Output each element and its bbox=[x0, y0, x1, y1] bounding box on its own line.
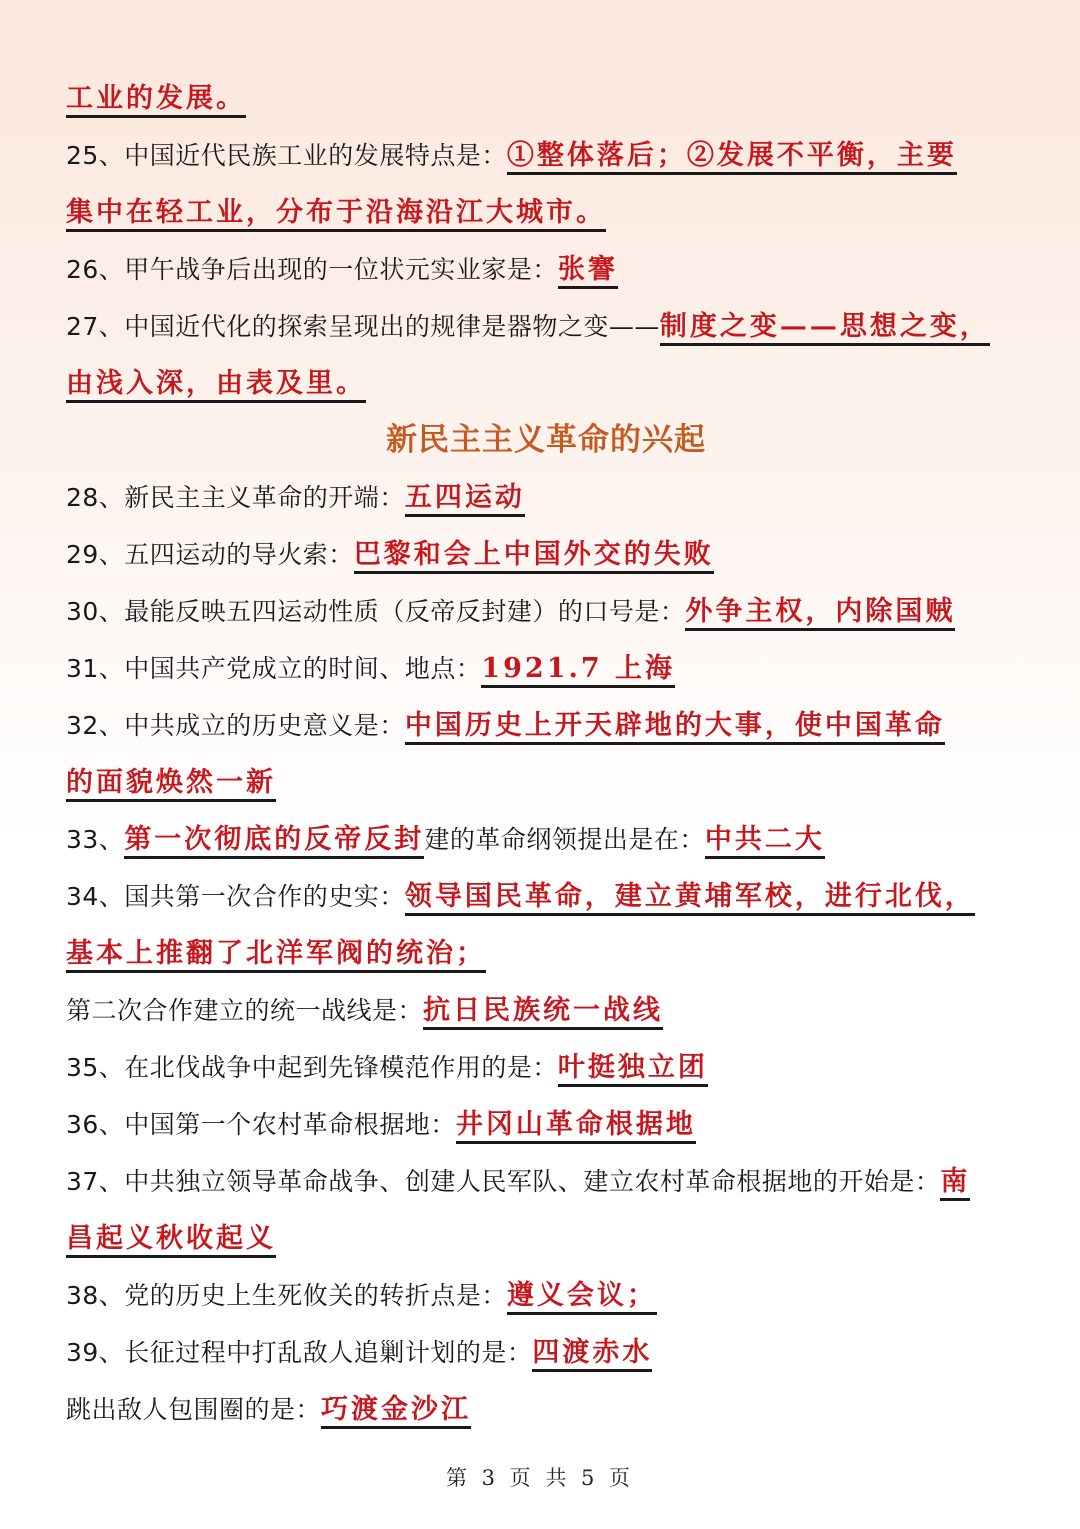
answer: 由浅入深，由表及里。 bbox=[66, 368, 366, 403]
answer: 基本上推翻了北洋军阀的统治； bbox=[66, 938, 486, 973]
item-32 bbox=[66, 697, 1026, 754]
question: 25、中国近代民族工业的发展特点是： bbox=[66, 141, 507, 170]
item-25-cont bbox=[66, 184, 1026, 241]
item-28 bbox=[66, 469, 1026, 526]
question: 34、国共第一次合作的史实： bbox=[66, 882, 405, 911]
section-heading: 新民主主义革命的兴起 bbox=[386, 422, 706, 458]
answer: ①整体落后；②发展不平衡，主要 bbox=[507, 140, 957, 175]
question: 30、最能反映五四运动性质（反帝反封建）的口号是： bbox=[66, 597, 686, 626]
answer: 巧渡金沙江 bbox=[321, 1394, 471, 1429]
question: 27、中国近代化的探索呈现出的规律是器物之变—— bbox=[66, 312, 660, 341]
answer: 中共二大 bbox=[705, 824, 825, 859]
item-38 bbox=[66, 1267, 1026, 1324]
item-35 bbox=[66, 1039, 1026, 1096]
item-30 bbox=[66, 583, 1026, 640]
answer: 工业的发展。 bbox=[66, 83, 246, 118]
question: 29、五四运动的导火索： bbox=[66, 540, 354, 569]
answer: 巴黎和会上中国外交的失败 bbox=[354, 539, 714, 574]
item-29 bbox=[66, 526, 1026, 583]
item-33 bbox=[66, 811, 1026, 868]
question: 36、中国第一个农村革命根据地： bbox=[66, 1110, 456, 1139]
question: 35、在北伐战争中起到先锋模范作用的是： bbox=[66, 1053, 558, 1082]
answer: 抗日民族统一战线 bbox=[423, 995, 663, 1030]
answer: 外争主权，内除国贼 bbox=[685, 596, 955, 631]
answer: 叶挺独立团 bbox=[558, 1052, 708, 1087]
question: 28、新民主主义革命的开端： bbox=[66, 483, 405, 512]
item-27-cont bbox=[66, 355, 1026, 412]
item-26 bbox=[66, 241, 1026, 298]
item-32-cont bbox=[66, 754, 1026, 811]
answer: 井冈山革命根据地 bbox=[456, 1109, 696, 1144]
item-25 bbox=[66, 127, 1026, 184]
question: 32、中共成立的历史意义是： bbox=[66, 711, 405, 740]
question-number: 33、 bbox=[66, 825, 125, 854]
question: 26、甲午战争后出现的一位状元实业家是： bbox=[66, 255, 558, 284]
item-37-cont bbox=[66, 1210, 1026, 1267]
question: 第二次合作建立的统一战线是： bbox=[66, 996, 424, 1025]
answer: 四渡赤水 bbox=[532, 1337, 652, 1372]
item-34-cont bbox=[66, 925, 1026, 982]
document-body bbox=[66, 70, 1026, 1438]
answer: 南 bbox=[940, 1166, 970, 1201]
answer: 的面貌焕然一新 bbox=[66, 767, 276, 802]
item-27 bbox=[66, 298, 1026, 355]
item-34b bbox=[66, 982, 1026, 1039]
item-34 bbox=[66, 868, 1026, 925]
item-37 bbox=[66, 1153, 1026, 1210]
item-39b bbox=[66, 1381, 1026, 1438]
answer: 昌起义秋收起义 bbox=[66, 1223, 276, 1258]
answer: 中国历史上开天辟地的大事，使中国革命 bbox=[405, 710, 945, 745]
answer: 领导国民革命，建立黄埔军校，进行北伐， bbox=[405, 881, 975, 916]
item-31 bbox=[66, 640, 1026, 697]
line-1 bbox=[66, 70, 1026, 127]
question: 38、党的历史上生死攸关的转折点是： bbox=[66, 1281, 507, 1310]
answer: 五四运动 bbox=[405, 482, 525, 517]
page-number: 第 3 页 共 5 页 bbox=[445, 1466, 635, 1490]
question: 37、中共独立领导革命战争、创建人民军队、建立农村革命根据地的开始是： bbox=[66, 1167, 941, 1196]
answer: 张謇 bbox=[558, 254, 618, 289]
question: 31、中国共产党成立的时间、地点： bbox=[66, 654, 482, 683]
answer: 集中在轻工业，分布于沿海沿江大城市。 bbox=[66, 197, 606, 232]
answer: 遵义会议； bbox=[507, 1280, 657, 1315]
question: 39、长征过程中打乱敌人追剿计划的是： bbox=[66, 1338, 533, 1367]
question: 建的革命纲领提出是在： bbox=[424, 825, 705, 854]
answer: 1921.7 上海 bbox=[481, 653, 675, 688]
answer: 制度之变——思想之变， bbox=[660, 311, 990, 346]
question: 跳出敌人包围圈的是： bbox=[66, 1395, 322, 1424]
item-39 bbox=[66, 1324, 1026, 1381]
item-36 bbox=[66, 1096, 1026, 1153]
answer: 第一次彻底的反帝反封 bbox=[124, 824, 424, 859]
